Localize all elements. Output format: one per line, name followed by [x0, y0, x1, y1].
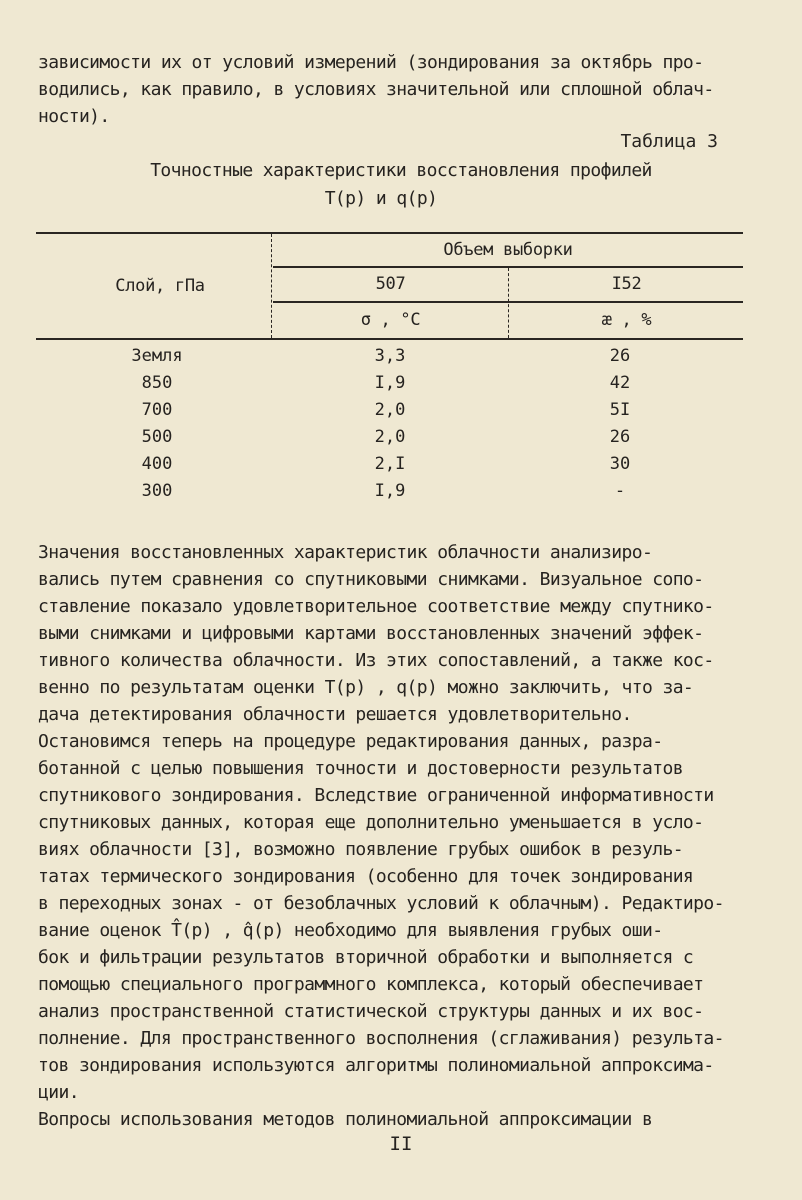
page-number: II [389, 1133, 413, 1155]
text-line: виях облачности [3], возможно появление грубых ошибок в резуль- [38, 839, 683, 860]
text-line: бок и фильтрации результатов вторичной обработки и выполняется с [38, 947, 694, 968]
text-line: спутникового зондирования. Вследствие ограниченной информативности [38, 785, 714, 806]
text-line: ботанной с целью повышения точности и достоверности результатов [38, 758, 683, 779]
text-line: ции. [38, 1082, 79, 1103]
text-line: тов зондирования используются алгоритмы полиномиальной аппроксима- [38, 1055, 714, 1076]
text-line: спутниковых данных, которая еще дополнительно уменьшается в усло- [38, 812, 704, 833]
table-top-rule [36, 232, 743, 234]
table-cell-layer: 500 [141, 427, 173, 447]
text-line: Остановимся теперь на процедуре редактирования данных, разра- [38, 731, 663, 752]
text-line: вание оценок T̂(p) , q̂(p) необходимо для выявления грубых оши- [38, 920, 663, 941]
column-header-layer: Слой, гПа [115, 276, 205, 296]
table-cell-layer: 700 [141, 400, 173, 420]
sample-size-1: 507 [375, 274, 406, 294]
table-column-divider [271, 234, 272, 338]
text-line: зависимости их от условий измерений (зондирования за октябрь про- [38, 52, 704, 73]
table-column-divider [508, 268, 509, 338]
text-line: Вопросы использования методов полиномиальной аппроксимации в [38, 1109, 653, 1130]
text-line: помощью специального программного комплекса, который обеспечивает [38, 974, 704, 995]
text-line: вались путем сравнения со спутниковыми снимками. Визуальное сопо- [38, 569, 704, 590]
text-line: ставление показало удовлетворительное соответствие между спутнико- [38, 596, 714, 617]
text-line: тивного количества облачности. Из этих сопоставлений, а также кос- [38, 650, 714, 671]
table-cell-value: 26 [609, 346, 631, 366]
table-cell-layer: 300 [141, 481, 173, 501]
table-cell-value: 5I [609, 400, 631, 420]
text-line: выми снимками и цифровыми картами восстановленных значений эффек- [38, 623, 704, 644]
table-cell-value: 2,I [374, 454, 406, 474]
sample-size-2: I52 [611, 274, 642, 294]
text-line: анализ пространственной статистической структуры данных и их вос- [38, 1001, 704, 1022]
table-cell-value: 42 [609, 373, 631, 393]
text-line: ности). [38, 106, 110, 127]
table-cell-layer: 400 [141, 454, 173, 474]
table-cell-layer: 850 [141, 373, 173, 393]
table-number: Таблица 3 [620, 131, 718, 152]
table-cell-value: 2,0 [374, 427, 406, 447]
table-cell-value: I,9 [374, 481, 406, 501]
table-title-formula: T(p) и q(p) [324, 188, 438, 209]
table-title: Точностные характеристики восстановления профилей [150, 160, 652, 181]
text-line: дача детектирования облачности решается удовлетворительно. [38, 704, 632, 725]
table-cell-value: 26 [609, 427, 631, 447]
table-cell-value: 30 [609, 454, 631, 474]
text-line: Значения восстановленных характеристик облачности анализиро- [38, 542, 653, 563]
table-cell-layer: Земля [131, 346, 183, 366]
table-cell-value: 3,3 [374, 346, 406, 366]
table-cell-value: - [614, 481, 626, 501]
text-line: полнение. Для пространственного восполнения (сглаживания) результа- [38, 1028, 724, 1049]
text-line: водились, как правило, в условиях значительной или сплошной облач- [38, 79, 714, 100]
column-header-sample: Объем выборки [443, 240, 573, 260]
text-line: в переходных зонах - от безоблачных условий к облачным). Редактиро- [38, 893, 724, 914]
table-header-bottom-rule [36, 338, 743, 340]
table-cell-value: 2,0 [374, 400, 406, 420]
metric-header-2: æ , % [601, 310, 652, 330]
metric-header-1: σ , °C [360, 310, 421, 330]
text-line: венно по результатам оценки T(p) , q(p) можно заключить, что за- [38, 677, 694, 698]
table-cell-value: I,9 [374, 373, 406, 393]
text-line: татах термического зондирования (особенно для точек зондирования [38, 866, 694, 887]
